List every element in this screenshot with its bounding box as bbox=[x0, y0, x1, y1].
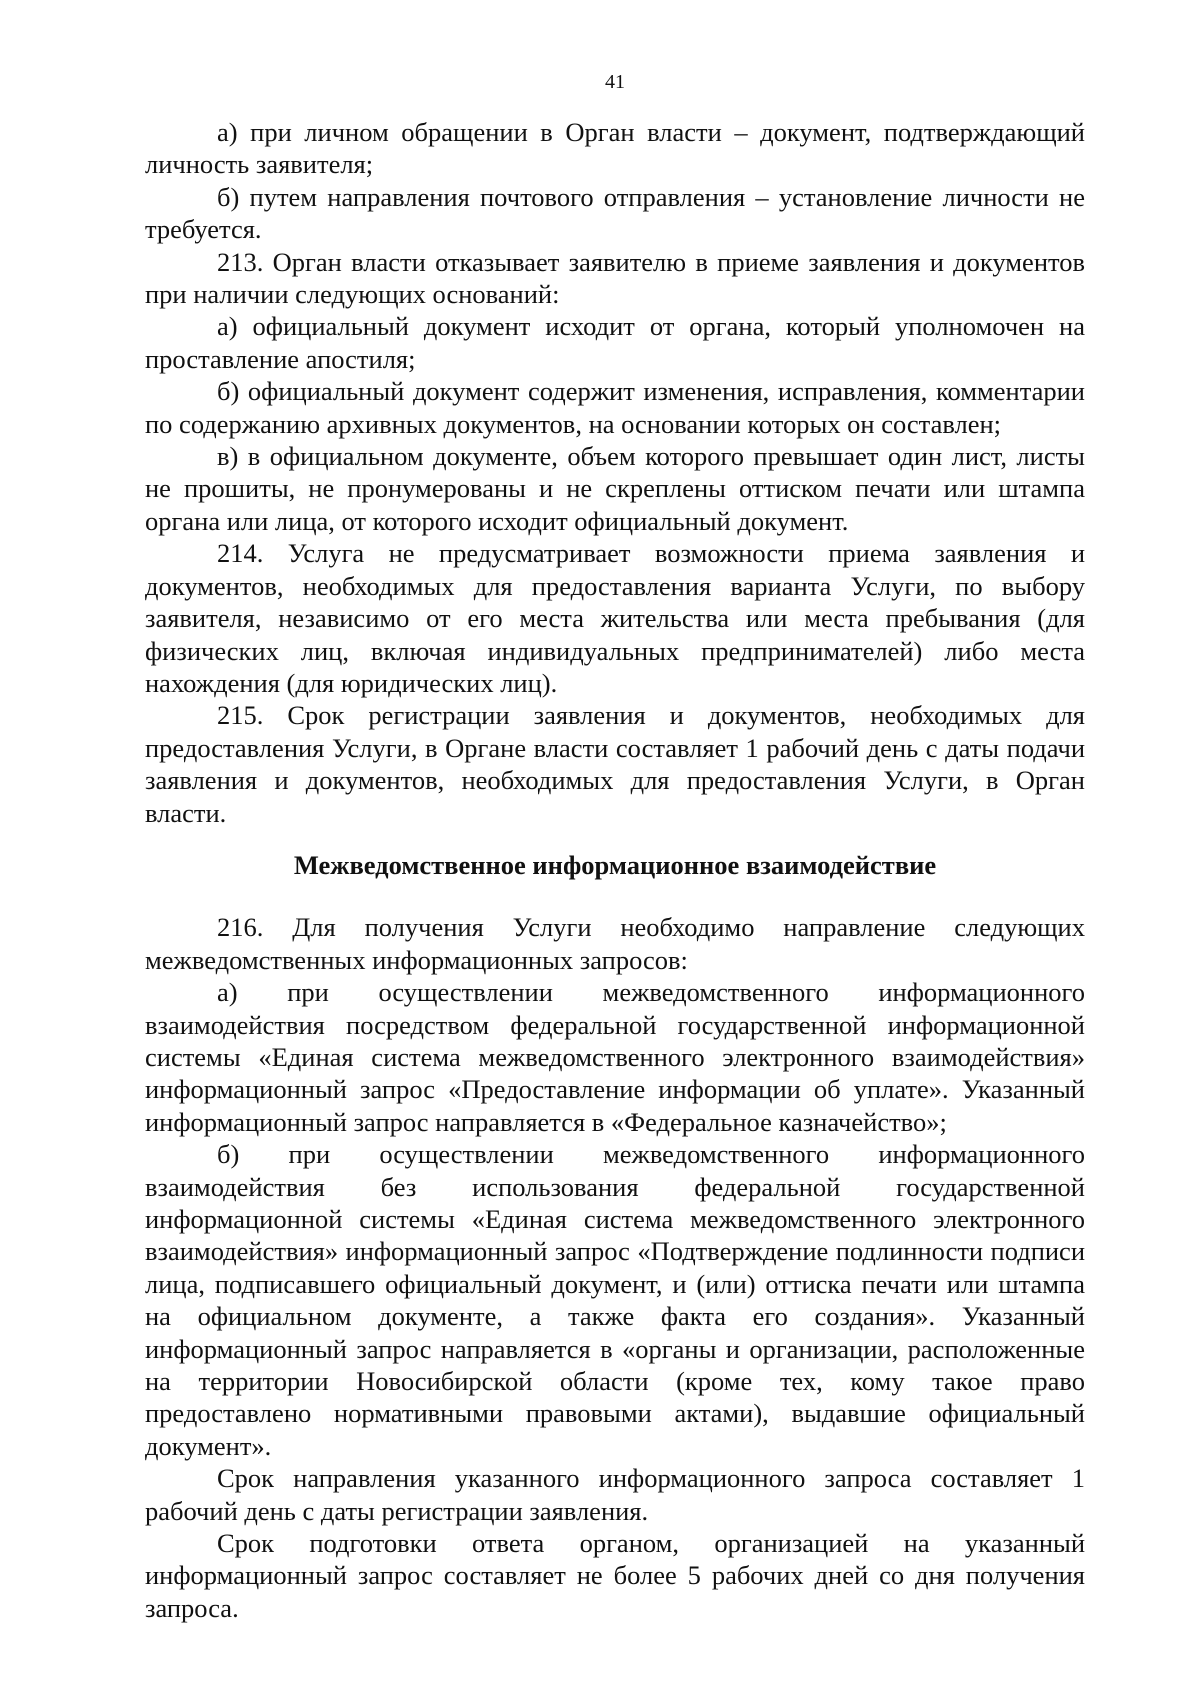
paragraph-request-deadline: Срок направления указанного информационного запроса составляет 1 рабочий день с даты регистрации заявления. bbox=[145, 1463, 1085, 1526]
document-body bbox=[145, 116, 1085, 1624]
paragraph-213-v: в) в официальном документе, объем которого превышает один лист, листы не прошиты, не пронумерованы и не скреплены оттиском печати или штампа органа или лица, от которого исходит официальный документ. bbox=[145, 441, 1085, 536]
paragraph-item-a-personal-visit: а) при личном обращении в Орган власти – документ, подтверждающий личность заявителя; bbox=[145, 117, 1085, 180]
paragraph-216-b: б) при осуществлении межведомственного информационного взаимодействия без использования федеральной государственной информационной системы «Единая система межведомственного электронного взаимодействия» информационный запрос «Подтверждение подлинности подписи лица, подписавшего официальный документ, и (или) оттиска печати или штампа на официальном документе, а также факта его создания». Указанный информационный запрос направляется в «органы и организации, расположенные на территории Новосибирской области (кроме тех, кому такое право предоставлено нормативными правовыми актами), выдавшие официальный документ». bbox=[145, 1139, 1085, 1461]
paragraph-item-b-postal: б) путем направления почтового отправления – установление личности не требуется. bbox=[145, 181, 1085, 245]
paragraph-216-a: а) при осуществлении межведомственного информационного взаимодействия посредством федеральной государственной информационной системы «Единая система межведомственного электронного взаимодействия» информационный запрос «Предоставление информации об уплате». Указанный информационный запрос направляется в «Федеральное казначейство»; bbox=[145, 977, 1085, 1137]
page-number: 41 bbox=[605, 71, 625, 93]
paragraph-214: 214. Услуга не предусматривает возможности приема заявления и документов, необходимых для предоставления варианта Услуги, по выбору заявителя, независимо от его места жительства или места пребывания (для физических лиц, включая индивидуальных предпринимателей) либо места нахождения (для юридических лиц). bbox=[145, 538, 1085, 698]
paragraph-response-deadline: Срок подготовки ответа органом, организацией на указанный информационный запрос составляет не более 5 рабочих дней со дня получения запроса. bbox=[145, 1528, 1085, 1623]
section-heading: Межведомственное информационное взаимодействие bbox=[293, 849, 937, 880]
paragraph-215: 215. Срок регистрации заявления и документов, необходимых для предоставления Услуги, в Органе власти составляет 1 рабочий день с даты подачи заявления и документов, необходимых для предоставления Услуги, в Орган власти. bbox=[145, 700, 1085, 828]
paragraph-216: 216. Для получения Услуги необходимо направление следующих межведомственных информационных запросов: bbox=[145, 912, 1085, 975]
paragraph-213: 213. Орган власти отказывает заявителю в приеме заявления и документов при наличии следующих оснований: bbox=[145, 246, 1085, 310]
paragraph-213-b: б) официальный документ содержит изменения, исправления, комментарии по содержанию архивных документов, на основании которых он составлен; bbox=[145, 376, 1085, 439]
paragraph-213-a: а) официальный документ исходит от органа, который уполномочен на проставление апостиля; bbox=[145, 311, 1085, 374]
